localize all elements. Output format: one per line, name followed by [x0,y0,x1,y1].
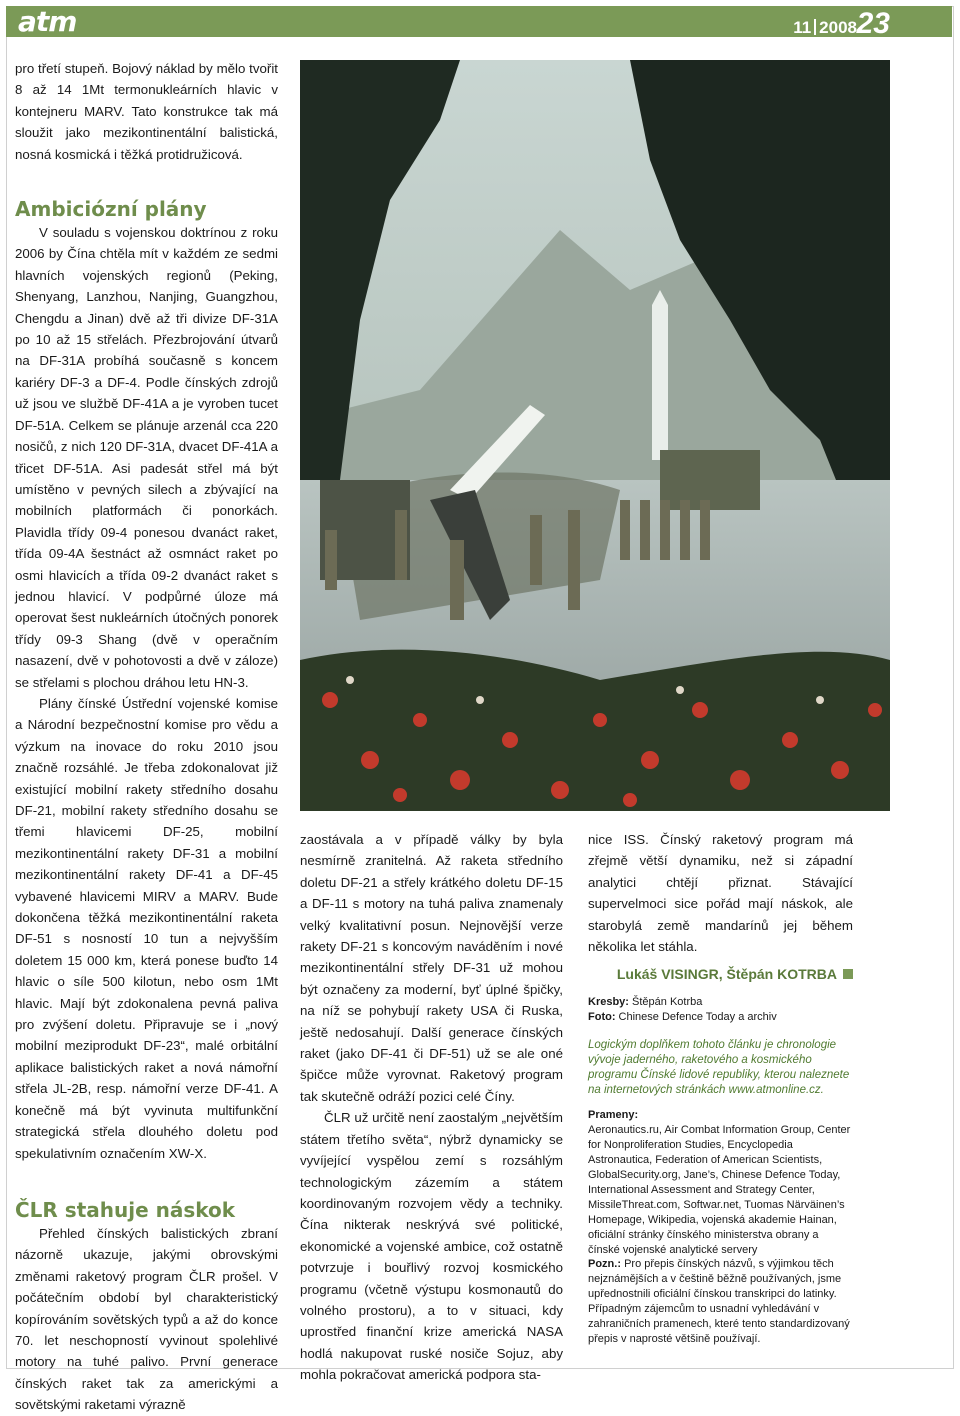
paragraph-conclusion: nice ISS. Čínský raketový program má zřejmě větší dynamiku, než si západní analytici chtějí přiznat. Stávající supervelmoci sice pořád mají náskok, ale starobylá země mandarínů jej během několika let stáhla. [588,832,853,955]
page-number: 23 [856,7,890,40]
paragraph-commission: Plány čínské Ústřední vojenské komise a Národní bezpečnostní komise pro vědu a výzkum na inovace do roku 2010 jsou značně rozsáhlé. Je třeba zdokonalovat již existující mobilní rakety středního dosahu DF-21, mobilní rakety středního dosahu se třemi hlavicemi DF-25, mobilní mezikontinentální rakety DF-31 a mobilní mezikontinentální rakety DF-41 a DF-45 vybavené hlavicemi MIRV a MARV. Bude dokončena těžká mezikontinentální raketa DF-51 s nosností 10 tun a nejvyšším doletem 15 000 km, která ponese buďto 14 hlavic o síle 500 kilotun, nebo osm 1Mt hlavic. Mají být zdokonalena pevná paliva pro zvýšení doletu. Připravuje se i „nový mobilní meziprodukt DF-23“, malé orbitální aplikace balistických raket a nová námořní střela JL-2B, resp. námořní verze DF-41. A konečně má být vyvinuta multifunkční strategická střela dlouhého doletu pod spekulativním označením XW-X. [15,695,278,1161]
column-1 [15,58,278,1416]
transcription-note [588,1257,853,1347]
column-3 [588,829,853,957]
magazine-logo: atm [18,5,77,38]
author-names: Lukáš VISINGR, Štěpán KOTRBA [616,966,837,982]
transcription-note-label: Pozn.: [588,1258,621,1270]
photo-credit-value: Chinese Defence Today a archiv [618,1011,777,1023]
paragraph-overview: Přehled čínských balistických zbraní názorně ukazuje, jakými obrovskými změnami raketový program ČLR prošel. V počátečním období byl charakteristický kopírováním sovětských typů a až do konce 70. let neschopností vyvinout spolehlivé motory na tuhé palivo. První generace čínských raket tak za americkými a sovětskými raketami výrazně [15,1225,278,1413]
sources-label: Prameny: [588,1109,639,1121]
issue-label [793,18,857,38]
paragraph-ambitions: ČLR už určitě není zaostalým „největším státem třetího světa“, nýbrž dynamicky se vyvíjející vyspělou zemí s rozsáhlým technologickým zázemím a státem koordinovaným rozvojem vědy a techniky. Čína nikterak neskrývá své politické, ekonomické a vojenské ambice, což ostatně potvrzuje i bouřlivý rozvoj kosmického programu (včetně výstupu kosmonautů do volného prostoru), a to v situaci, kdy uprostřed finanční krize americká NASA hodlá nakupovat ruské nosiče Sojuz, aby mohla pokračovat americká podpora sta- [300,1110,563,1383]
paragraph-plans: V souladu s vojenskou doktrínou z roku 2006 by Čína chtěla mít v každém ze sedmi hlavních vojenských regionů (Peking, Shenyang, Lanzhou, Nanjing, Guangzhou, Chengdu a Jinan) dvě až tři divize DF-31A po 10 až 15 střelách. Přezbrojování útvarů na DF-31A probíhá současně s koncem kariéry DF-3 a DF-4. Podle čínských zdrojů už jsou ve službě DF-41A a je vyroben tucet DF-51A. Celkem se plánuje arzenál cca 220 nosičů, z nich 120 DF-31A, dvacet DF-41A a třicet DF-51A. Asi padesát střel má být umístěno v pevných silech a zbývající na mobilních platformách či ponorkách. Plavidla třídy 09-4 ponesou dvanáct raket, třída 09-4A šestnáct až osmnáct raket po osmi hlavicích a třída 09-2 dvanáct raket s jednou hlavicí. V podpůrné úloze má operovat šest nukleárních útočných ponorek třídy 09-3 Shang (dvě v operačním nasazení, dvě v pohotovosti a dvě v záloze) se střelami s plochou dráhou letu HN-3. [15,225,278,690]
author-byline [588,963,853,985]
photo-credit-label: Foto: [588,1011,616,1023]
issue-year: 2008 [819,18,857,37]
credits-block [588,995,853,1025]
end-square-icon [843,969,853,979]
issue-separator [814,19,816,35]
heading-ambiciozni-plany: Ambiciózní plány [15,197,207,222]
missile-photo [300,60,890,811]
column-2 [300,829,563,1386]
transcription-note-text: Pro přepis čínských názvů, s výjimkou těch nejznámějších a v češtině běžně používaných, jsme upřednostnili oficiální čínskou transkripci do latinky. Případným zájemcům to usnadní vyhledávání v zahraničních pramenech, které tento standardizovaný přepis v naprosté většině používají. [588,1258,850,1345]
sources-text: Aeronautics.ru, Air Combat Information Group, Center for Nonproliferation Studies, Encyclopedia Astronautica, Federation of American Scientists, GlobalSecurity.org, Jane’s, Chinese Defence Today, International Assessment and Strategy Center, MissileThreat.com, Softwar.net, Tuomas Närväinen’s Homepage, Wikipedia, vojenská akademie Hainan, oficiální stránky čínského ministerstva obrany a čínské vojenské analytické servery [588,1124,851,1256]
drawings-credit-label: Kresby: [588,996,629,1008]
chronology-note: Logickým doplňkem tohoto článku je chronologie vývoje jaderného, raketového a kosmického programu Čínské lidové republiky, kterou naleznete na internetových stránkách www.atmonline.cz. [588,1039,850,1096]
heading-clr-stahuje-naskok: ČLR stahuje náskok [15,1197,236,1222]
sources-block [588,1108,853,1258]
drawings-credit-value: Štěpán Kotrba [632,996,703,1008]
missile-photo-illustration [300,60,890,811]
intro-paragraph: pro třetí stupeň. Bojový náklad by mělo tvořit 8 až 14 1Mt termonukleárních hlavic v kontejneru MARV. Tato konstrukce tak má sloužit jako mezikontinentální balistická, nosná kosmická i těžká protidružicová. [15,61,278,162]
paragraph-comparison: zaostávala a v případě války by byla nesmírně zranitelná. Až raketa středního doletu DF-21 a střely krátkého doletu DF-15 a DF-11 s motory na tuhá paliva znamenaly velký kvalitativní posun. Nejnovější verze rakety DF-21 s koncovým naváděním i nové mezikontinentální střely DF-31 už mohou být označeny za moderní, byť úplné špičky, na níž se pohybují rakety USA či Ruska, ještě nedosahují. Další generace čínských raket (jako DF-41 či DF-51) už se ale oné špičce může vyrovnat. Raketový program tak skutečně odráží pozici celé Číny. [300,832,563,1104]
issue-month: 11 [793,18,812,37]
photo-credit [588,1010,853,1025]
page-header [6,5,952,40]
drawings-credit [588,995,853,1010]
